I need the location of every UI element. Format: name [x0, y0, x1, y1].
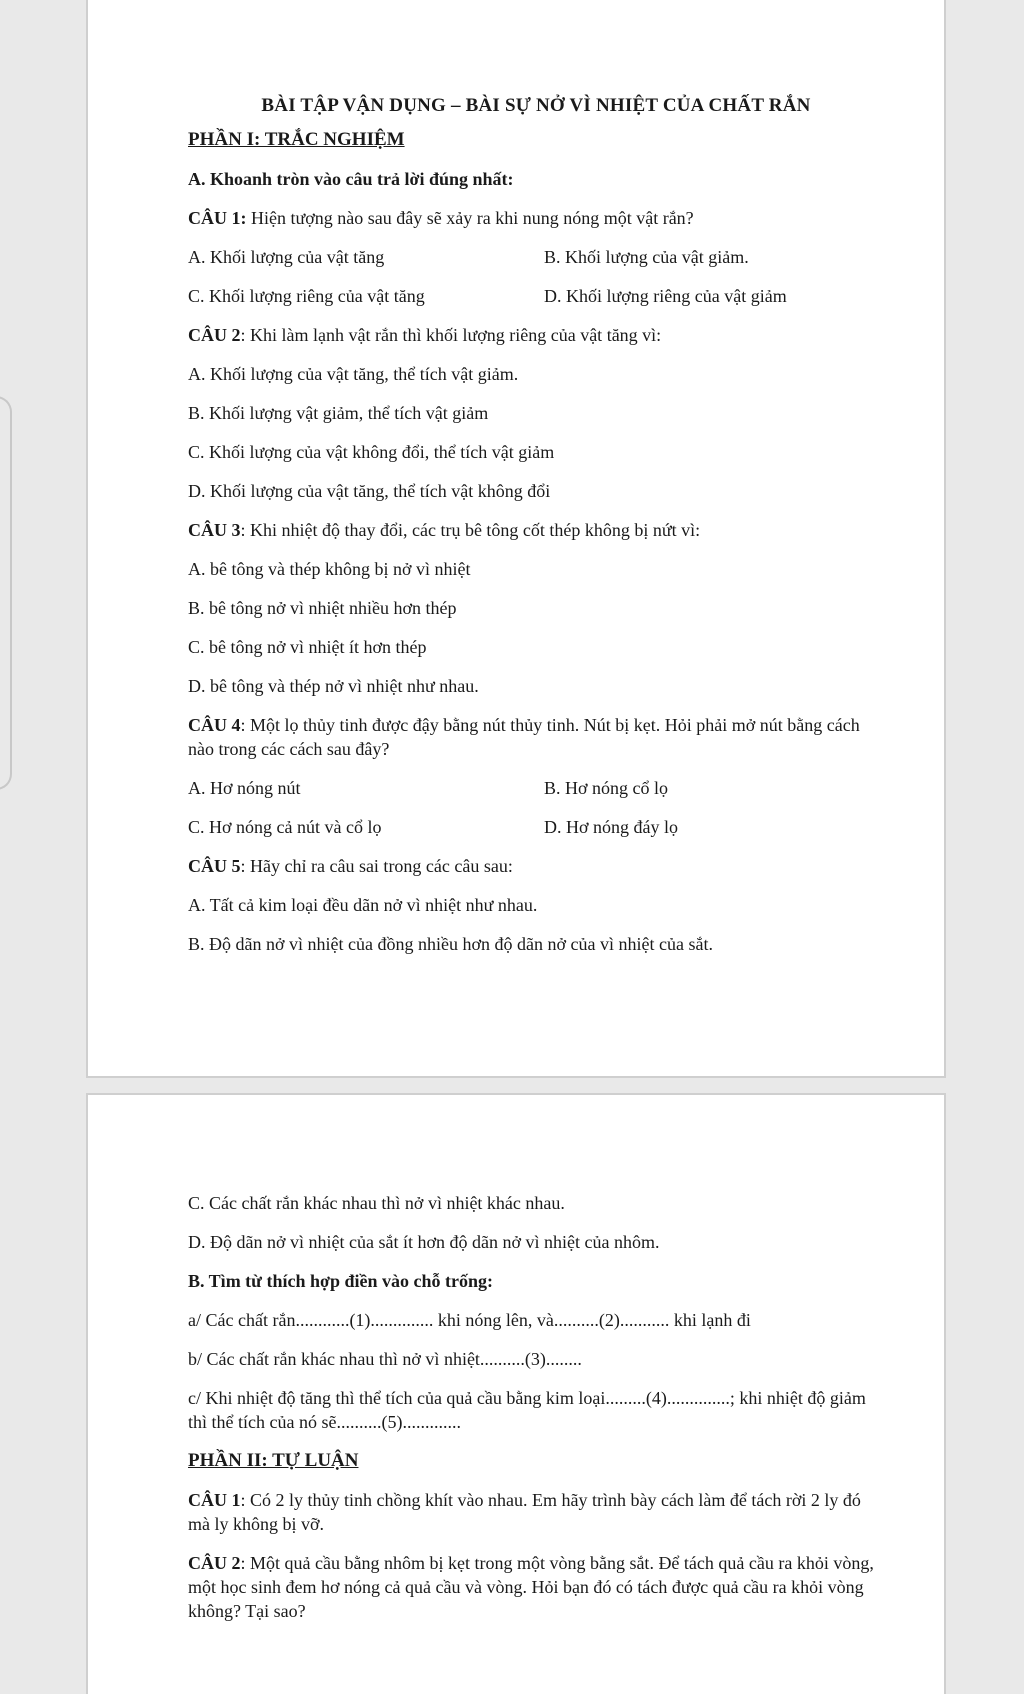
- question-2-text: : Khi làm lạnh vật rắn thì khối lượng riêng của vật tăng vì:: [240, 325, 662, 345]
- question-4-options-row-2: [188, 815, 884, 839]
- question-1-option-a: A. Khối lượng của vật tăng: [188, 247, 385, 267]
- question-1-options-row-2: [188, 284, 884, 308]
- question-4-options-row-1: [188, 776, 884, 800]
- question-1: [188, 206, 884, 230]
- question-2-option-c: C. Khối lượng của vật không đổi, thể tích vật giảm: [188, 442, 555, 462]
- question-5-option-a: A. Tất cả kim loại đều dãn nở vì nhiệt như nhau.: [188, 895, 538, 915]
- question-4-option-c: C. Hơ nóng cả nút và cổ lọ: [188, 817, 382, 837]
- question-4-label: CÂU 4: [188, 715, 241, 735]
- question-1-option-b: B. Khối lượng của vật giảm.: [544, 247, 749, 267]
- question-5-option-d: D. Độ dãn nở vì nhiệt của sắt ít hơn độ dãn nở vì nhiệt của nhôm.: [188, 1232, 660, 1252]
- document-page-1: [86, 0, 946, 1078]
- question-1-label: CÂU 1:: [188, 208, 247, 228]
- question-3-option-b: B. bê tông nở vì nhiệt nhiều hơn thép: [188, 598, 457, 618]
- essay-question-1-text: : Có 2 ly thủy tinh chồng khít vào nhau. Em hãy trình bày cách làm để tách rời 2 ly đó mà ly không bị vỡ.: [188, 1490, 861, 1534]
- question-1-text: Hiện tượng nào sau đây sẽ xảy ra khi nung nóng một vật rắn?: [246, 208, 694, 228]
- question-3-text: : Khi nhiệt độ thay đổi, các trụ bê tông cốt thép không bị nứt vì:: [240, 520, 701, 540]
- essay-question-1: [188, 1488, 884, 1536]
- question-1-option-c: C. Khối lượng riêng của vật tăng: [188, 286, 425, 306]
- question-4: [188, 713, 884, 761]
- part-2-heading: PHẦN II: TỰ LUẬN: [188, 1450, 359, 1471]
- question-5-option-c: C. Các chất rắn khác nhau thì nở vì nhiệt khác nhau.: [188, 1193, 565, 1213]
- section-a-heading: A. Khoanh tròn vào câu trả lời đúng nhất:: [188, 169, 514, 189]
- essay-question-2-text: : Một quả cầu bằng nhôm bị kẹt trong một vòng bằng sắt. Để tách quả cầu ra khỏi vòng, một học sinh đem hơ nóng cả quả cầu và vòng. Hỏi bạn đó có tách được quả cầu ra khỏi vòng không? Tại sao?: [188, 1553, 874, 1621]
- question-3-label: CÂU 3: [188, 520, 241, 540]
- question-2-label: CÂU 2: [188, 325, 241, 345]
- page-1-content: [188, 94, 884, 971]
- question-2-option-a: A. Khối lượng của vật tăng, thể tích vật giảm.: [188, 364, 519, 384]
- essay-question-2-label: CÂU 2: [188, 1553, 241, 1573]
- fill-in-c: c/ Khi nhiệt độ tăng thì thể tích của quả cầu bằng kim loại.........(4)..............; khi nhiệt độ giảm thì thể tích của nó sẽ..........(5).............: [188, 1388, 866, 1432]
- question-2: [188, 323, 884, 347]
- document-title: BÀI TẬP VẬN DỤNG – BÀI SỰ NỞ VÌ NHIỆT CỦA CHẤT RẮN: [261, 95, 811, 116]
- question-3-option-c: C. bê tông nở vì nhiệt ít hơn thép: [188, 637, 427, 657]
- essay-question-2: [188, 1551, 884, 1623]
- fill-in-b: b/ Các chất rắn khác nhau thì nở vì nhiệt..........(3)........: [188, 1349, 582, 1369]
- part-1-heading: PHẦN I: TRẮC NGHIỆM: [188, 129, 405, 150]
- question-3: [188, 518, 884, 542]
- question-2-option-b: B. Khối lượng vật giảm, thể tích vật giảm: [188, 403, 489, 423]
- question-4-option-a: A. Hơ nóng nút: [188, 778, 301, 798]
- question-5-label: CÂU 5: [188, 856, 241, 876]
- fill-in-a: a/ Các chất rắn............(1).............. khi nóng lên, và..........(2)........... khi lạnh đi: [188, 1310, 751, 1330]
- question-2-option-d: D. Khối lượng của vật tăng, thể tích vật không đổi: [188, 481, 551, 501]
- document-page-2: [86, 1093, 946, 1694]
- question-3-option-a: A. bê tông và thép không bị nở vì nhiệt: [188, 559, 471, 579]
- question-4-option-b: B. Hơ nóng cổ lọ: [544, 778, 669, 798]
- question-3-option-d: D. bê tông và thép nở vì nhiệt như nhau.: [188, 676, 479, 696]
- question-1-options-row-1: [188, 245, 884, 269]
- section-b-heading: B. Tìm từ thích hợp điền vào chỗ trống:: [188, 1271, 493, 1291]
- question-4-text: : Một lọ thủy tinh được đậy bằng nút thủy tinh. Nút bị kẹt. Hỏi phải mở nút bằng cách nào trong các cách sau đây?: [188, 715, 860, 759]
- question-5: [188, 854, 884, 878]
- essay-question-1-label: CÂU 1: [188, 1490, 241, 1510]
- question-4-option-d: D. Hơ nóng đáy lọ: [544, 817, 679, 837]
- side-panel-handle[interactable]: [0, 396, 12, 790]
- page-2-content: [188, 1191, 884, 1638]
- question-5-text: : Hãy chỉ ra câu sai trong các câu sau:: [240, 856, 513, 876]
- question-5-option-b: B. Độ dãn nở vì nhiệt của đồng nhiều hơn độ dãn nở của vì nhiệt của sắt.: [188, 934, 713, 954]
- question-1-option-d: D. Khối lượng riêng của vật giảm: [544, 286, 787, 306]
